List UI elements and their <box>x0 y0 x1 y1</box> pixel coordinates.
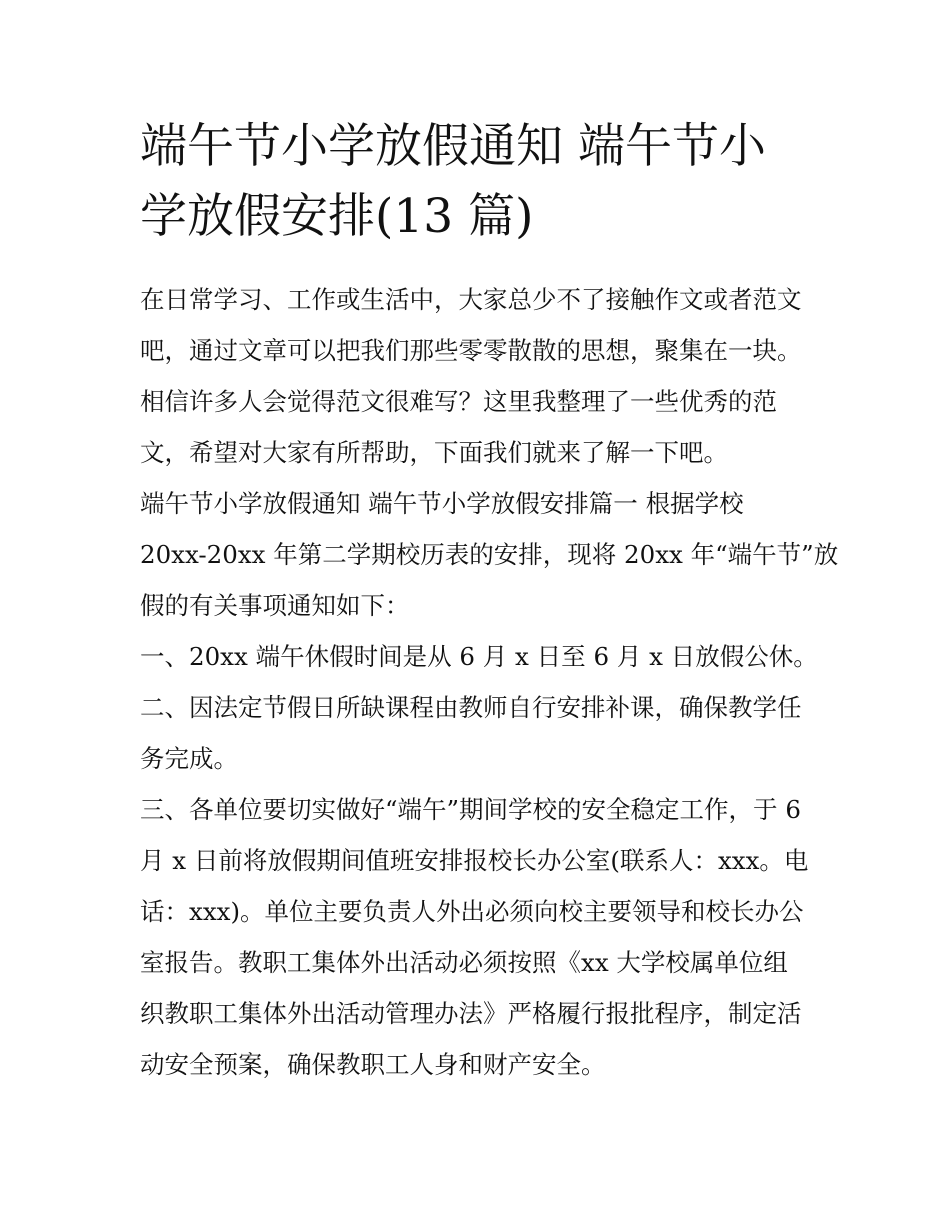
text-line: 文，希望对大家有所帮助，下面我们就来了解一下吧。 <box>140 438 728 467</box>
text-line: 室报告。教职工集体外出活动必须按照《xx 大学校属单位组 <box>140 948 788 977</box>
text-line: 话：xxx)。单位主要负责人外出必须向校主要领导和校长办公 <box>140 897 804 926</box>
intro-paragraph <box>140 274 820 478</box>
document-page <box>140 112 839 1090</box>
text-line: 月 x 日前将放假期间值班安排报校长办公室(联系人：xxx。电 <box>140 846 809 875</box>
document-title <box>140 112 820 252</box>
notice-intro-paragraph <box>140 478 839 631</box>
text-line: 在日常学习、工作或生活中，大家总少不了接触作文或者范文 <box>140 285 802 314</box>
text-line: 吧，通过文章可以把我们那些零零散散的思想，聚集在一块。 <box>140 336 802 365</box>
notice-item-1 <box>140 631 820 682</box>
text-line: 20xx-20xx 年第二学期校历表的安排，现将 20xx 年“端午节”放 <box>140 540 839 569</box>
text-line: 相信许多人会觉得范文很难写？这里我整理了一些优秀的范 <box>140 387 777 416</box>
text-line: 务完成。 <box>140 744 238 773</box>
text-line: 织教职工集体外出活动管理办法》严格履行报批程序，制定活 <box>140 999 802 1028</box>
title-line: 端午节小学放假通知 端午节小 <box>140 119 766 174</box>
title-line: 学放假安排(13 篇) <box>140 189 534 244</box>
text-line: 二、因法定节假日所缺课程由教师自行安排补课，确保教学任 <box>140 693 802 722</box>
text-line: 端午节小学放假通知 端午节小学放假安排篇一 根据学校 <box>140 489 744 518</box>
notice-item-2 <box>140 682 820 784</box>
notice-item-3 <box>140 784 820 1090</box>
text-line: 动安全预案，确保教职工人身和财产安全。 <box>140 1050 606 1079</box>
text-line: 一、20xx 端午休假时间是从 6 月 x 日至 6 月 x 日放假公休。 <box>140 642 818 671</box>
text-line: 假的有关事项通知如下： <box>140 591 410 620</box>
text-line: 三、各单位要切实做好“端午”期间学校的安全稳定工作，于 6 <box>140 795 801 824</box>
